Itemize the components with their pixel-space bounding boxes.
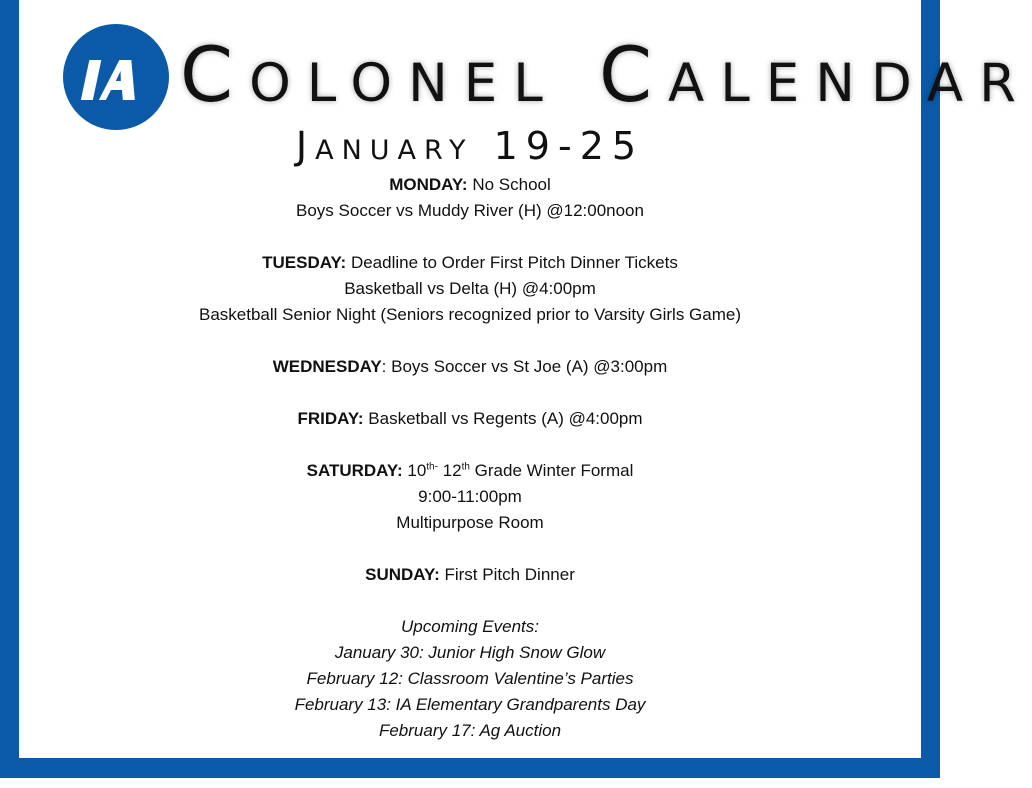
bottom-strip (0, 778, 940, 788)
saturday-line (0, 458, 940, 484)
school-logo (63, 24, 169, 130)
date-range-subtitle: January 19-25 (295, 124, 645, 168)
upcoming-heading: Upcoming Events: (401, 617, 539, 636)
wednesday-line (0, 354, 940, 380)
upcoming-event: February 12: Classroom Valentine’s Parties (306, 669, 634, 688)
weekly-schedule (0, 172, 940, 744)
grade-start: 10 (402, 461, 427, 480)
grade-start-suffix: th- (426, 461, 438, 473)
day-label-sunday: SUNDAY: (365, 565, 440, 584)
tuesday-event-3: Basketball Senior Night (Seniors recognized prior to Varsity Girls Game) (198, 305, 741, 324)
grade-end: 12 (437, 461, 462, 480)
day-label-friday: FRIDAY: (297, 409, 364, 428)
saturday-event-1: Grade Winter Formal (469, 461, 634, 480)
day-label-wednesday: WEDNESDAY (272, 357, 382, 376)
friday-event-1: Basketball vs Regents (A) @4:00pm (363, 409, 643, 428)
monday-event-2: Boys Soccer vs Muddy River (H) @12:00noon (296, 201, 644, 220)
sunday-line (0, 562, 940, 588)
monday-line (0, 172, 940, 198)
sunday-event-1: First Pitch Dinner (439, 565, 575, 584)
friday-line (0, 406, 940, 432)
upcoming-event: February 13: IA Elementary Grandparents Day (294, 695, 646, 714)
page-title: Colonel Calendar (180, 30, 1032, 119)
upcoming-event: February 17: Ag Auction (378, 721, 562, 740)
saturday-event-time: 9:00-11:00pm (418, 487, 522, 506)
tuesday-line (0, 250, 940, 276)
upcoming-event: January 30: Junior High Snow Glow (334, 643, 606, 662)
tuesday-event-2: Basketball vs Delta (H) @4:00pm (344, 279, 596, 298)
day-label-saturday: SATURDAY: (306, 461, 403, 480)
day-label-tuesday: TUESDAY: (262, 253, 347, 272)
tuesday-event-1: Deadline to Order First Pitch Dinner Tickets (346, 253, 678, 272)
monday-event-1: No School (467, 175, 551, 194)
day-label-monday: MONDAY: (389, 175, 468, 194)
wednesday-event-1: : Boys Soccer vs St Joe (A) @3:00pm (381, 357, 668, 376)
grade-end-suffix: th (461, 461, 470, 473)
saturday-event-location: Multipurpose Room (396, 513, 544, 532)
